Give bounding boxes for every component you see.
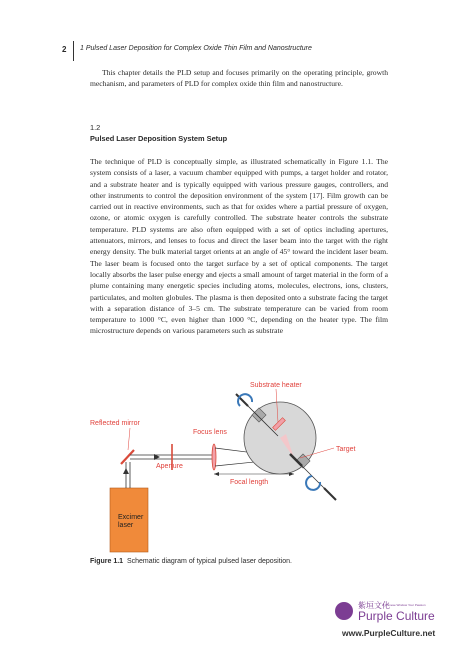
beam-up-arrow: [123, 468, 129, 474]
reflected-mirror-label: Reflected mirror: [90, 420, 140, 427]
section-title: Pulsed Laser Deposition System Setup: [90, 134, 228, 143]
page-number: 2: [62, 45, 67, 54]
focal-length-arrow-left: [214, 472, 219, 476]
target-rotator-arrow: [306, 476, 320, 490]
header-divider: [73, 41, 74, 61]
mirror-label-leader: [128, 428, 130, 450]
focus-lens-label: Focus lens: [193, 429, 227, 436]
reflected-mirror: [121, 450, 134, 464]
watermark-tagline: A Chinese Window Your Passion: [382, 603, 426, 607]
figure-caption: [90, 558, 292, 565]
target-handle: [324, 488, 336, 500]
laser-label-line2: laser: [118, 522, 134, 529]
pld-schematic-figure: [90, 378, 390, 558]
running-title: 1 Pulsed Laser Deposition for Complex Oxide Thin Film and Nanostructure: [80, 45, 312, 52]
substrate-heater-label: Substrate heater: [250, 382, 302, 389]
running-header: [62, 45, 402, 59]
caption-text: Schematic diagram of typical pulsed laser deposition.: [126, 558, 292, 565]
aperture-label: Aperture: [156, 463, 183, 470]
intro-paragraph: This chapter details the PLD setup and focuses primarily on the operating principle, growth mechanism, and parameters of PLD for complex oxide thin film and nanostructure.: [90, 68, 388, 89]
laser-label-line1: Excimer: [118, 514, 144, 521]
watermark-name: Purple Culture: [358, 609, 435, 623]
pld-schematic-svg: [90, 378, 390, 558]
watermark-chinese: 紫垣文化: [358, 601, 390, 610]
caption-label: Figure 1.1: [90, 558, 124, 565]
purple-culture-logo-icon: [335, 602, 353, 620]
focal-length-label: Focal length: [230, 479, 269, 486]
section-number: 1.2: [90, 123, 101, 132]
body-paragraph: The technique of PLD is conceptually simple, as illustrated schematically in Figure 1.1. The system consists of a laser, a vacuum chamber equipped with pumps, a target holder and rotator, and a substrate heater and is typically equipped with various pressure gauges, controllers, and other instruments to control the deposition environment of the system [17]. Film growth can be carried out in reactive environments, such as that for oxides where a partial pressure of oxygen, ozone, or atomic oxygen is carefully controlled. The substrate heater controls the substrate temperature. PLD systems are also often equipped with a set of optics including apertures, attenuators, mirrors, and lenses to focus and direct the laser beam into the target with the right energy density. The bulk material target orients at an angle of 45° toward the incident laser beam. The laser beam is focused onto the target surface by a set of optical components. The target locally absorbs the laser pulse energy and ejects a small amount of target material in the form of a plume containing many energetic species including atoms, molecules, electrons, ions, clusters, particulates, and molten globules. The plasma is then deposited onto a substrate facing the target with a separation distance of 3–5 cm. The substrate temperature can be varied from room temperature to 1000 °C, even higher than 1000 °C, depending on the heater type. The film microstructure depends on various parameters such as substrate: [90, 157, 388, 336]
watermark-url: www.PurpleCulture.net: [342, 628, 436, 638]
target-label: Target: [336, 446, 356, 453]
purple-culture-watermark: [330, 598, 450, 646]
